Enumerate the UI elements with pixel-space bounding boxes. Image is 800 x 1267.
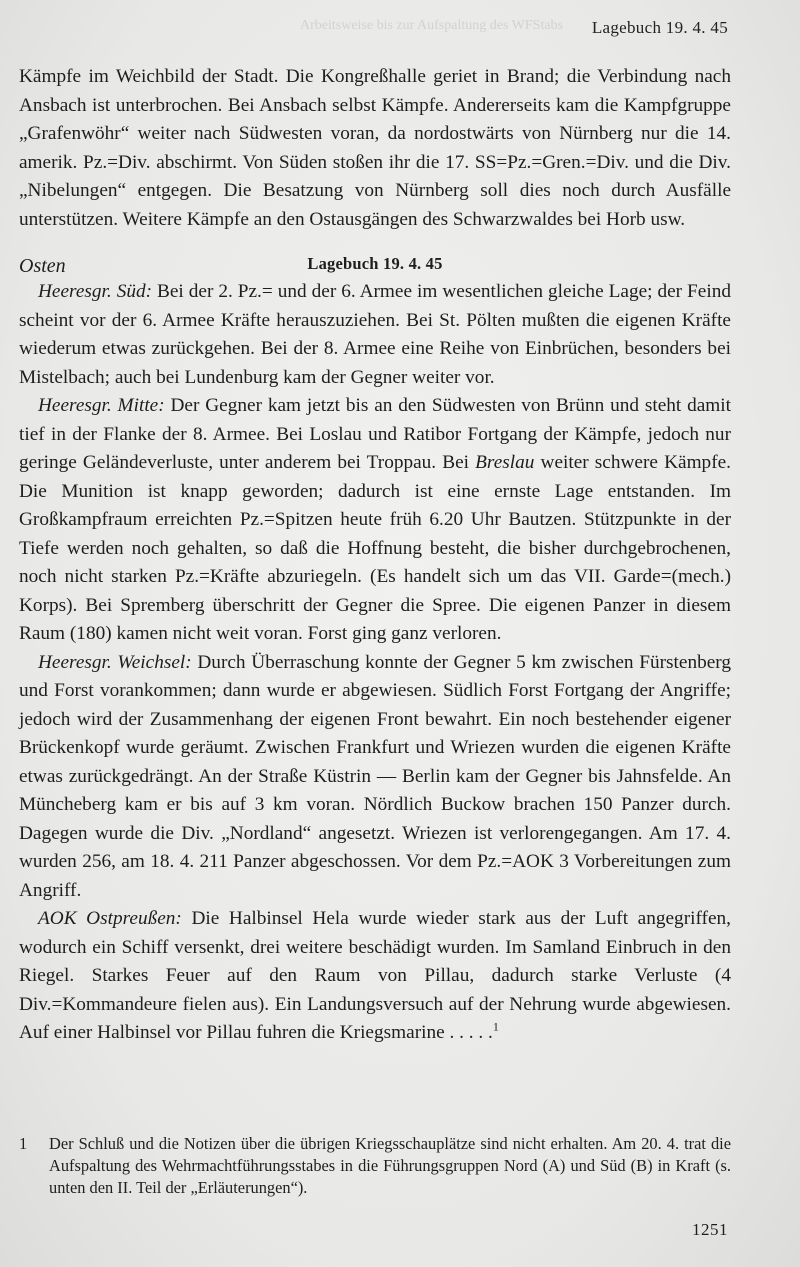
running-head: Lagebuch 19. 4. 45 xyxy=(591,18,728,37)
place-name: Breslau xyxy=(475,452,535,473)
footnote-marker[interactable]: 1 xyxy=(492,1019,499,1034)
page-number: 1251 xyxy=(692,1220,728,1239)
paragraph-text: Die Halbinsel Hela wurde wieder stark aus der Luft angegriffen, wodurch ein Schiff versenkt, drei weitere beschädigt wurden. Im Samland Einbruch in den Riegel. Starkes Feuer auf den Raum von Pillau, dadurch starke Verluste (4 Div.=Kommandeure fielen aus). Ein Landungsversuch auf der Nehrung wurde abgewiesen. Auf einer Halbinsel vor Pillau fuhren die Kriegsmarine . . . . . xyxy=(19,908,731,1043)
paragraph-text: Durch Überraschung konnte der Gegner 5 km zwischen Fürstenberg und Forst vorankommen; dann wurde er abgewiesen. Südlich Forst Fortgang der Angriffe; jedoch wird der Zusammenhang der eigenen Front bewahrt. Ein noch bestehender eigener Brückenkopf wurde geräumt. Zwischen Frankfurt und Wriezen wurden die eigenen Kräfte etwas zurückgedrängt. An der Straße Küstrin — Berlin kam der Gegner bis Jahnsfelde. An Müncheberg kam er bis auf 3 km voran. Nördlich Buckow brachen 150 Panzer durch. Dagegen wurde die Div. „Nordland“ angesetzt. Wriezen ist verlorengegangen. Am 17. 4. wurden 256, am 18. 4. 211 Panzer abgeschossen. Vor dem Pz.=AOK 3 Vorbereitungen zum Angriff. xyxy=(19,651,731,901)
bleed-through-text: Arbeitsweise bis zur Aufspaltung des WFStabs xyxy=(300,18,563,33)
section-heading xyxy=(19,246,731,278)
paragraph-lead: Heeresgr. Weichsel: xyxy=(38,651,192,673)
paragraph-sued xyxy=(19,278,731,392)
footnote xyxy=(19,1133,731,1199)
body-text xyxy=(19,63,731,1048)
section-title: Lagebuch 19. 4. 45 xyxy=(307,254,443,273)
section-label: Osten xyxy=(19,255,66,277)
paragraph-lead: AOK Ostpreußen: xyxy=(38,908,182,929)
paragraph-text: Der Gegner kam jetzt bis an den Südwesten von Brünn und steht damit tief in der Flanke der 8. Armee. Bei Loslau und Ratibor Fortgang der Kämpfe, jedoch nur geringe Geländeverluste, unter anderem bei Troppau. Bei xyxy=(19,395,731,473)
paragraph-text: Bei der 2. Pz.= und der 6. Armee im wesentlichen gleiche Lage; der Feind scheint vor der 6. Armee Kräfte herauszuziehen. Bei St. Pölten mußten die eigenen Kräfte wiederum etwas zurückgehen. Bei der 8. Armee eine Reihe von Einbrüchen, besonders bei Mistelbach; auch bei Lundenburg kam der Gegner weiter vor. xyxy=(19,281,731,388)
paragraph-weichsel xyxy=(19,649,731,906)
paragraph-lead: Heeresgr. Mitte: xyxy=(38,395,165,416)
paragraph-mitte xyxy=(19,392,731,649)
intro-paragraph: Kämpfe im Weichbild der Stadt. Die Kongreßhalle geriet in Brand; die Verbindung nach Ansbach ist unterbrochen. Bei Ansbach selbst Kämpfe. Andererseits kam die Kampfgruppe „Grafenwöhr“ weiter nach Südwesten voran, da nordostwärts von Nürnberg nur die 14. amerik. Pz.=Div. abschirmt. Von Süden stoßen ihr die 17. SS=Pz.=Gren.=Div. und die Div. „Nibelungen“ entgegen. Die Besatzung von Nürnberg soll dies noch durch Ausfälle unterstützen. Weitere Kämpfe an den Ostausgängen des Schwarzwaldes bei Horb usw. xyxy=(19,66,731,230)
footnote-text: Der Schluß und die Notizen über die übrigen Kriegsschauplätze sind nicht erhalten. Am 20. 4. trat die Aufspaltung des Wehrmachtführungsstabes in die Führungsgruppen Nord (A) und Süd (B) in Kraft (s. unten den II. Teil der „Erläuterungen“). xyxy=(49,1134,731,1197)
paragraph-text: weiter schwere Kämpfe. Die Munition ist knapp geworden; dadurch ist eine ernste Lage entstanden. Im Großkampfraum erreichten Pz.=Spitzen heute früh 6.20 Uhr Bautzen. Stützpunkte in der Tiefe werden noch gehalten, so daß die Hoffnung besteht, die bisher durchgebrochenen, noch nicht starken Pz.=Kräfte abzuriegeln. (Es handelt sich um das VII. Garde=(mech.) Korps). Bei Spremberg überschritt der Gegner die Spree. Die eigenen Panzer in diesem Raum (180) kamen nicht weit voran. Forst ging ganz verloren. xyxy=(19,452,732,644)
paragraph-ostpreussen xyxy=(19,905,731,1048)
footnote-number: 1 xyxy=(19,1134,28,1153)
paragraph-lead: Heeresgr. Süd: xyxy=(38,281,153,302)
